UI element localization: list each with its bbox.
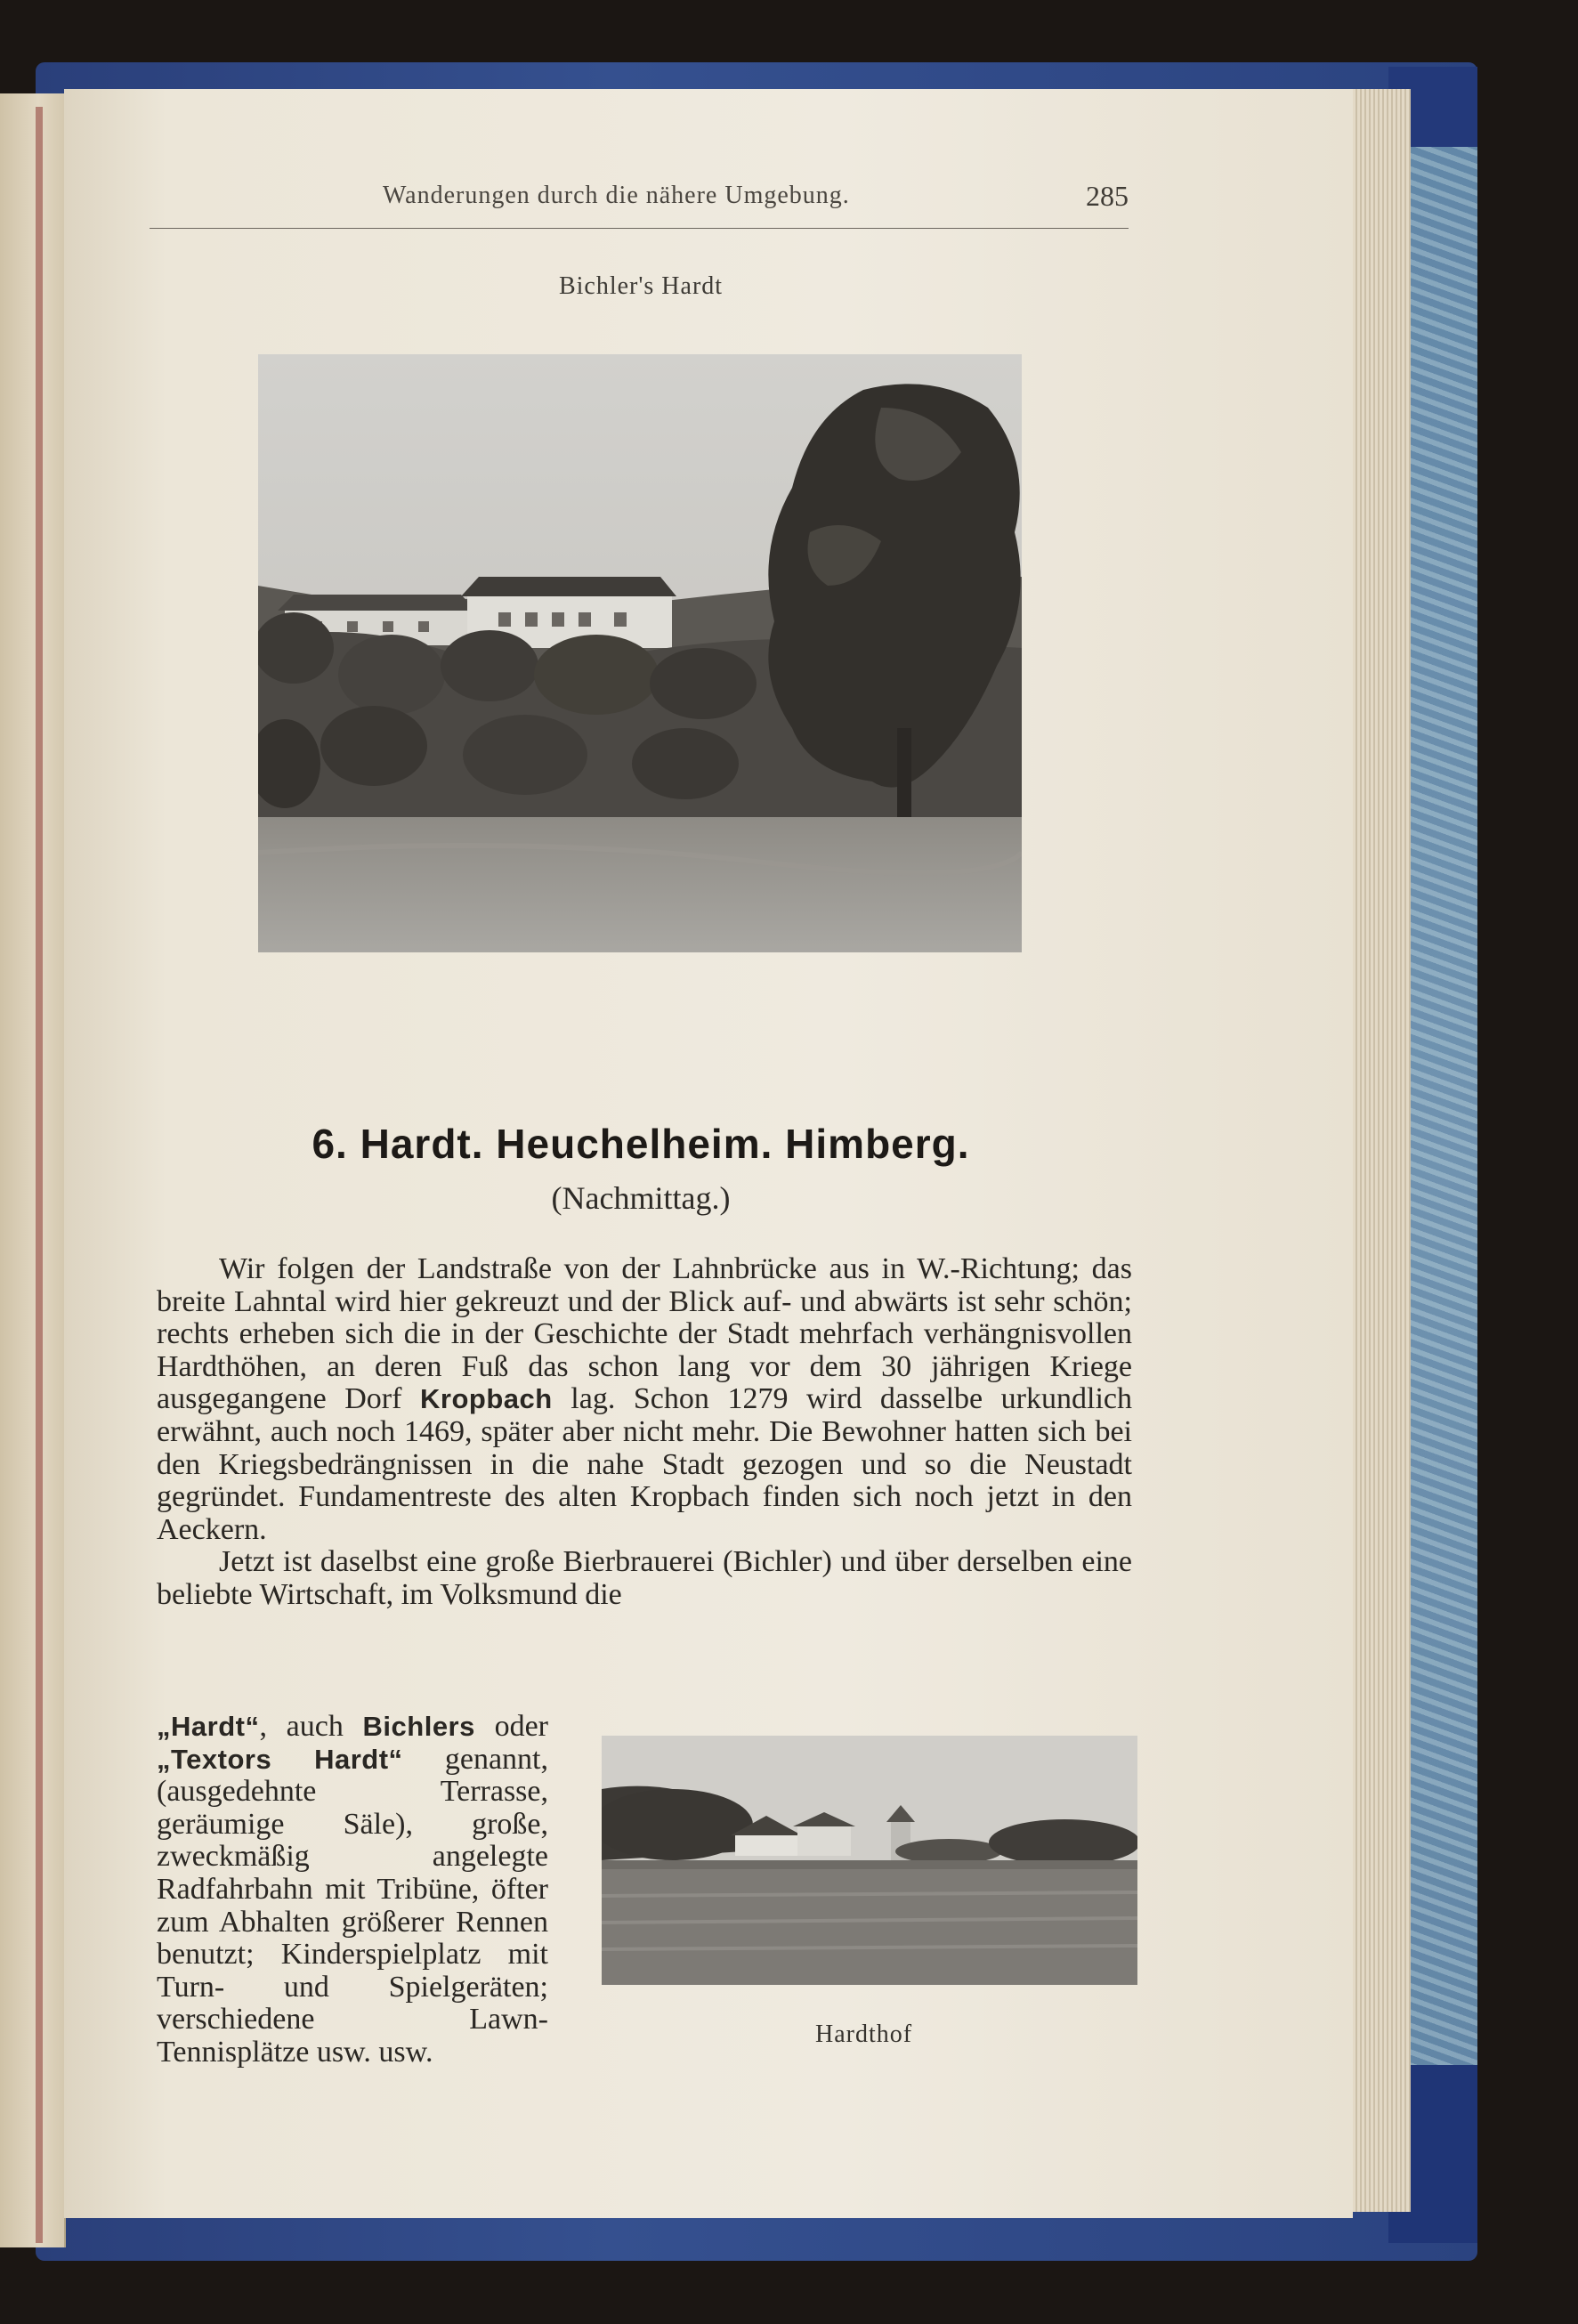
figure-caption-bichlers-hardt: Bichler's Hardt bbox=[558, 272, 724, 300]
body-text-wrapped bbox=[157, 1711, 548, 2069]
page-number: 285 bbox=[1086, 180, 1129, 212]
running-title: Wanderungen durch die nähere Umgebung. bbox=[383, 182, 850, 209]
running-head bbox=[150, 178, 1129, 229]
left-page-red-edge bbox=[36, 107, 43, 2243]
bold-name: „Textors Hardt“ bbox=[157, 1743, 403, 1775]
bold-name: Bichlers bbox=[362, 1711, 475, 1742]
section-heading: 6. Hardt. Heuchelheim. Himberg. bbox=[312, 1121, 970, 1167]
bold-place-name: Kropbach bbox=[420, 1383, 553, 1415]
paragraph-continued: „Hardt“, auch Bichlers oder „Textors Hardt“ genannt, (ausgedehnte Terrasse, geräumige Säle), große, zweckmäßig angelegte Radfahrbahn mit Tribüne, öfter zum Abhalten größerer Rennen benutzt; Kinderspielplatz mit Turn- und Spielgeräten; verschiedene Lawn-Tennisplätze usw. usw. bbox=[157, 1710, 548, 2069]
photo-hardthof bbox=[602, 1736, 1137, 1985]
figure-caption-hardthof: Hardthof bbox=[815, 2020, 913, 2048]
bold-name: „Hardt“ bbox=[157, 1711, 260, 1742]
photo-bichlers-hardt bbox=[258, 354, 1022, 952]
paragraph: Jetzt ist daselbst eine große Bierbrauerei (Bichler) und über derselben eine beliebte Wirtschaft, im Volksmund die bbox=[157, 1545, 1132, 1611]
section-subheading: (Nachmittag.) bbox=[551, 1180, 731, 1216]
paragraph: Wir folgen der Landstraße von der Lahnbrücke aus in W.-Richtung; das breite Lahntal wird hier gekreuzt und der Blick auf- und abwärts ist sehr schön; rechts erheben sich die in der Geschichte der Stadt mehrfach verhängnisvollen Hardthöhen, an deren Fuß das schon lang vor dem 30 jährigen Kriege ausgegangene Dorf Kropbach lag. Schon 1279 wird dasselbe urkundlich erwähnt, auch noch 1469, später aber nicht mehr. Die Bewohner hatten sich bei den Kriegsbedrängnissen in die nahe Stadt gezogen und so die Neustadt gegründet. Fundamentreste des alten Kropbach finden sich noch jetzt in den Aeckern. bbox=[157, 1252, 1132, 1546]
body-text bbox=[157, 1253, 1132, 1612]
left-page-edge bbox=[0, 93, 66, 2247]
